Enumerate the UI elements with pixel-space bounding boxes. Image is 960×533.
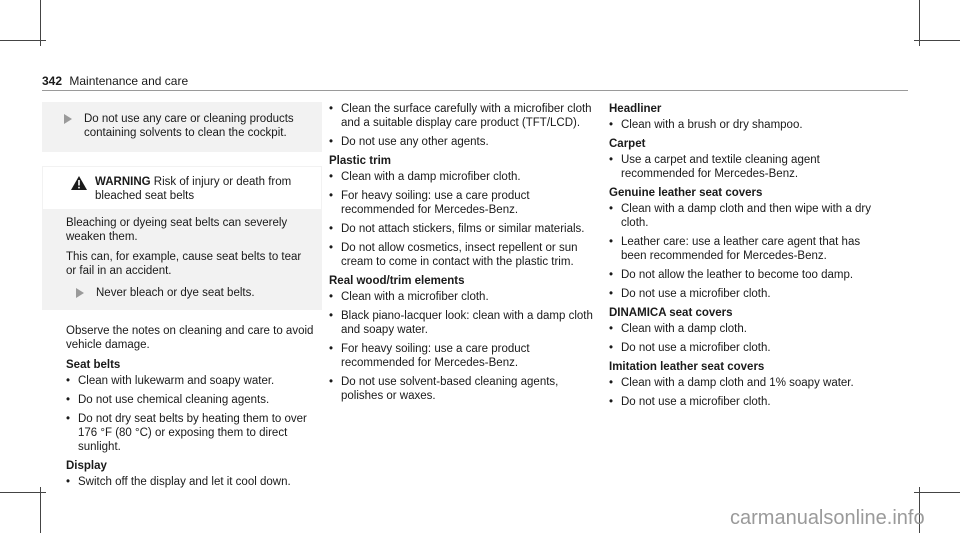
- crop-mark: [0, 492, 46, 493]
- list-item: • Do not allow the leather to become too damp.: [609, 268, 879, 282]
- list-item: • For heavy soiling: use a care product recommended for Mercedes-Benz.: [329, 189, 599, 217]
- list-item: • Use a carpet and textile cleaning agent recommended for Mercedes-Benz.: [609, 153, 879, 181]
- list-item: • Do not use any other agents.: [329, 135, 599, 149]
- column-middle: [329, 102, 599, 408]
- subheading-real-wood: Real wood/trim elements: [329, 275, 465, 287]
- warning-paragraph: Bleaching or dyeing seat belts can severely weaken them.: [66, 217, 288, 243]
- list-item: • Switch off the display and let it cool down.: [66, 475, 322, 489]
- list-item: • Do not attach stickers, films or similar materials.: [329, 222, 599, 236]
- warning-box: [42, 166, 322, 310]
- page-header: [42, 74, 188, 88]
- list-item: • Clean the surface carefully with a microfiber cloth and a suitable display care product (TFT/LCD).: [329, 102, 599, 130]
- subheading-leather: Genuine leather seat covers: [609, 187, 763, 199]
- list-item: • Do not use a microfiber cloth.: [609, 287, 879, 301]
- list-item: • Do not use a microfiber cloth.: [609, 395, 879, 409]
- header-divider: [42, 90, 908, 91]
- list-item: • Do not allow cosmetics, insect repellent or sun cream to come in contact with the plastic trim.: [329, 241, 599, 269]
- section-title: Maintenance and care: [69, 74, 189, 88]
- warning-title: WARNING: [95, 176, 151, 188]
- list-item: • Clean with lukewarm and soapy water.: [66, 374, 322, 388]
- list-item: • Clean with a damp cloth and then wipe with a dry cloth.: [609, 202, 879, 230]
- column-left: [66, 102, 322, 494]
- page-number: 342: [42, 74, 63, 88]
- list-item: • Leather care: use a leather care agent that has been recommended for Mercedes-Benz.: [609, 235, 879, 263]
- list-item: • Do not use chemical cleaning agents.: [66, 393, 322, 407]
- crop-mark: [40, 487, 41, 533]
- column-right: [609, 102, 879, 414]
- list-item: • Clean with a damp cloth.: [609, 322, 879, 336]
- subheading-headliner: Headliner: [609, 103, 662, 115]
- watermark-text: carmanualsonline.info: [730, 507, 925, 529]
- warning-body: [42, 210, 322, 310]
- list-item: • Black piano-lacquer look: clean with a damp cloth and soapy water.: [329, 309, 599, 337]
- list-item: • Do not dry seat belts by heating them to over 176 °F (80 °C) or exposing them to direct sunlight.: [66, 412, 322, 454]
- list-item: • Do not use solvent-based cleaning agents, polishes or waxes.: [329, 375, 599, 403]
- subheading-imitation-leather: Imitation leather seat covers: [609, 361, 765, 373]
- intro-paragraph: Observe the notes on cleaning and care to avoid vehicle damage.: [66, 325, 314, 351]
- subheading-display: Display: [66, 460, 107, 472]
- note-arrow-icon: [64, 114, 72, 124]
- note-box: [42, 102, 322, 152]
- subheading-carpet: Carpet: [609, 138, 646, 150]
- warning-triangle-icon: [71, 176, 87, 190]
- list-item: • For heavy soiling: use a care product recommended for Mercedes-Benz.: [329, 342, 599, 370]
- subheading-dinamica: DINAMICA seat covers: [609, 307, 733, 319]
- list-item: • Clean with a brush or dry shampoo.: [609, 118, 879, 132]
- warning-note: [66, 286, 310, 300]
- warning-paragraph: This can, for example, cause seat belts to tear or fail in an accident.: [66, 251, 302, 277]
- crop-mark: [914, 40, 960, 41]
- subheading-plastic-trim: Plastic trim: [329, 155, 391, 167]
- note-item: [54, 112, 310, 140]
- crop-mark: [0, 40, 46, 41]
- subheading-seat-belts: Seat belts: [66, 359, 121, 371]
- warning-note-text: Never bleach or dye seat belts.: [96, 287, 255, 299]
- note-arrow-icon: [76, 288, 84, 298]
- crop-mark: [914, 492, 960, 493]
- list-item: • Clean with a damp cloth and 1% soapy water.: [609, 376, 879, 390]
- warning-heading: Risk of injury or death from bleached seat belts: [95, 176, 292, 202]
- list-item: • Do not use a microfiber cloth.: [609, 341, 879, 355]
- note-text: Do not use any care or cleaning products containing solvents to clean the cockpit.: [84, 113, 294, 139]
- list-item: • Clean with a microfiber cloth.: [329, 290, 599, 304]
- warning-header: [42, 166, 322, 210]
- list-item: • Clean with a damp microfiber cloth.: [329, 170, 599, 184]
